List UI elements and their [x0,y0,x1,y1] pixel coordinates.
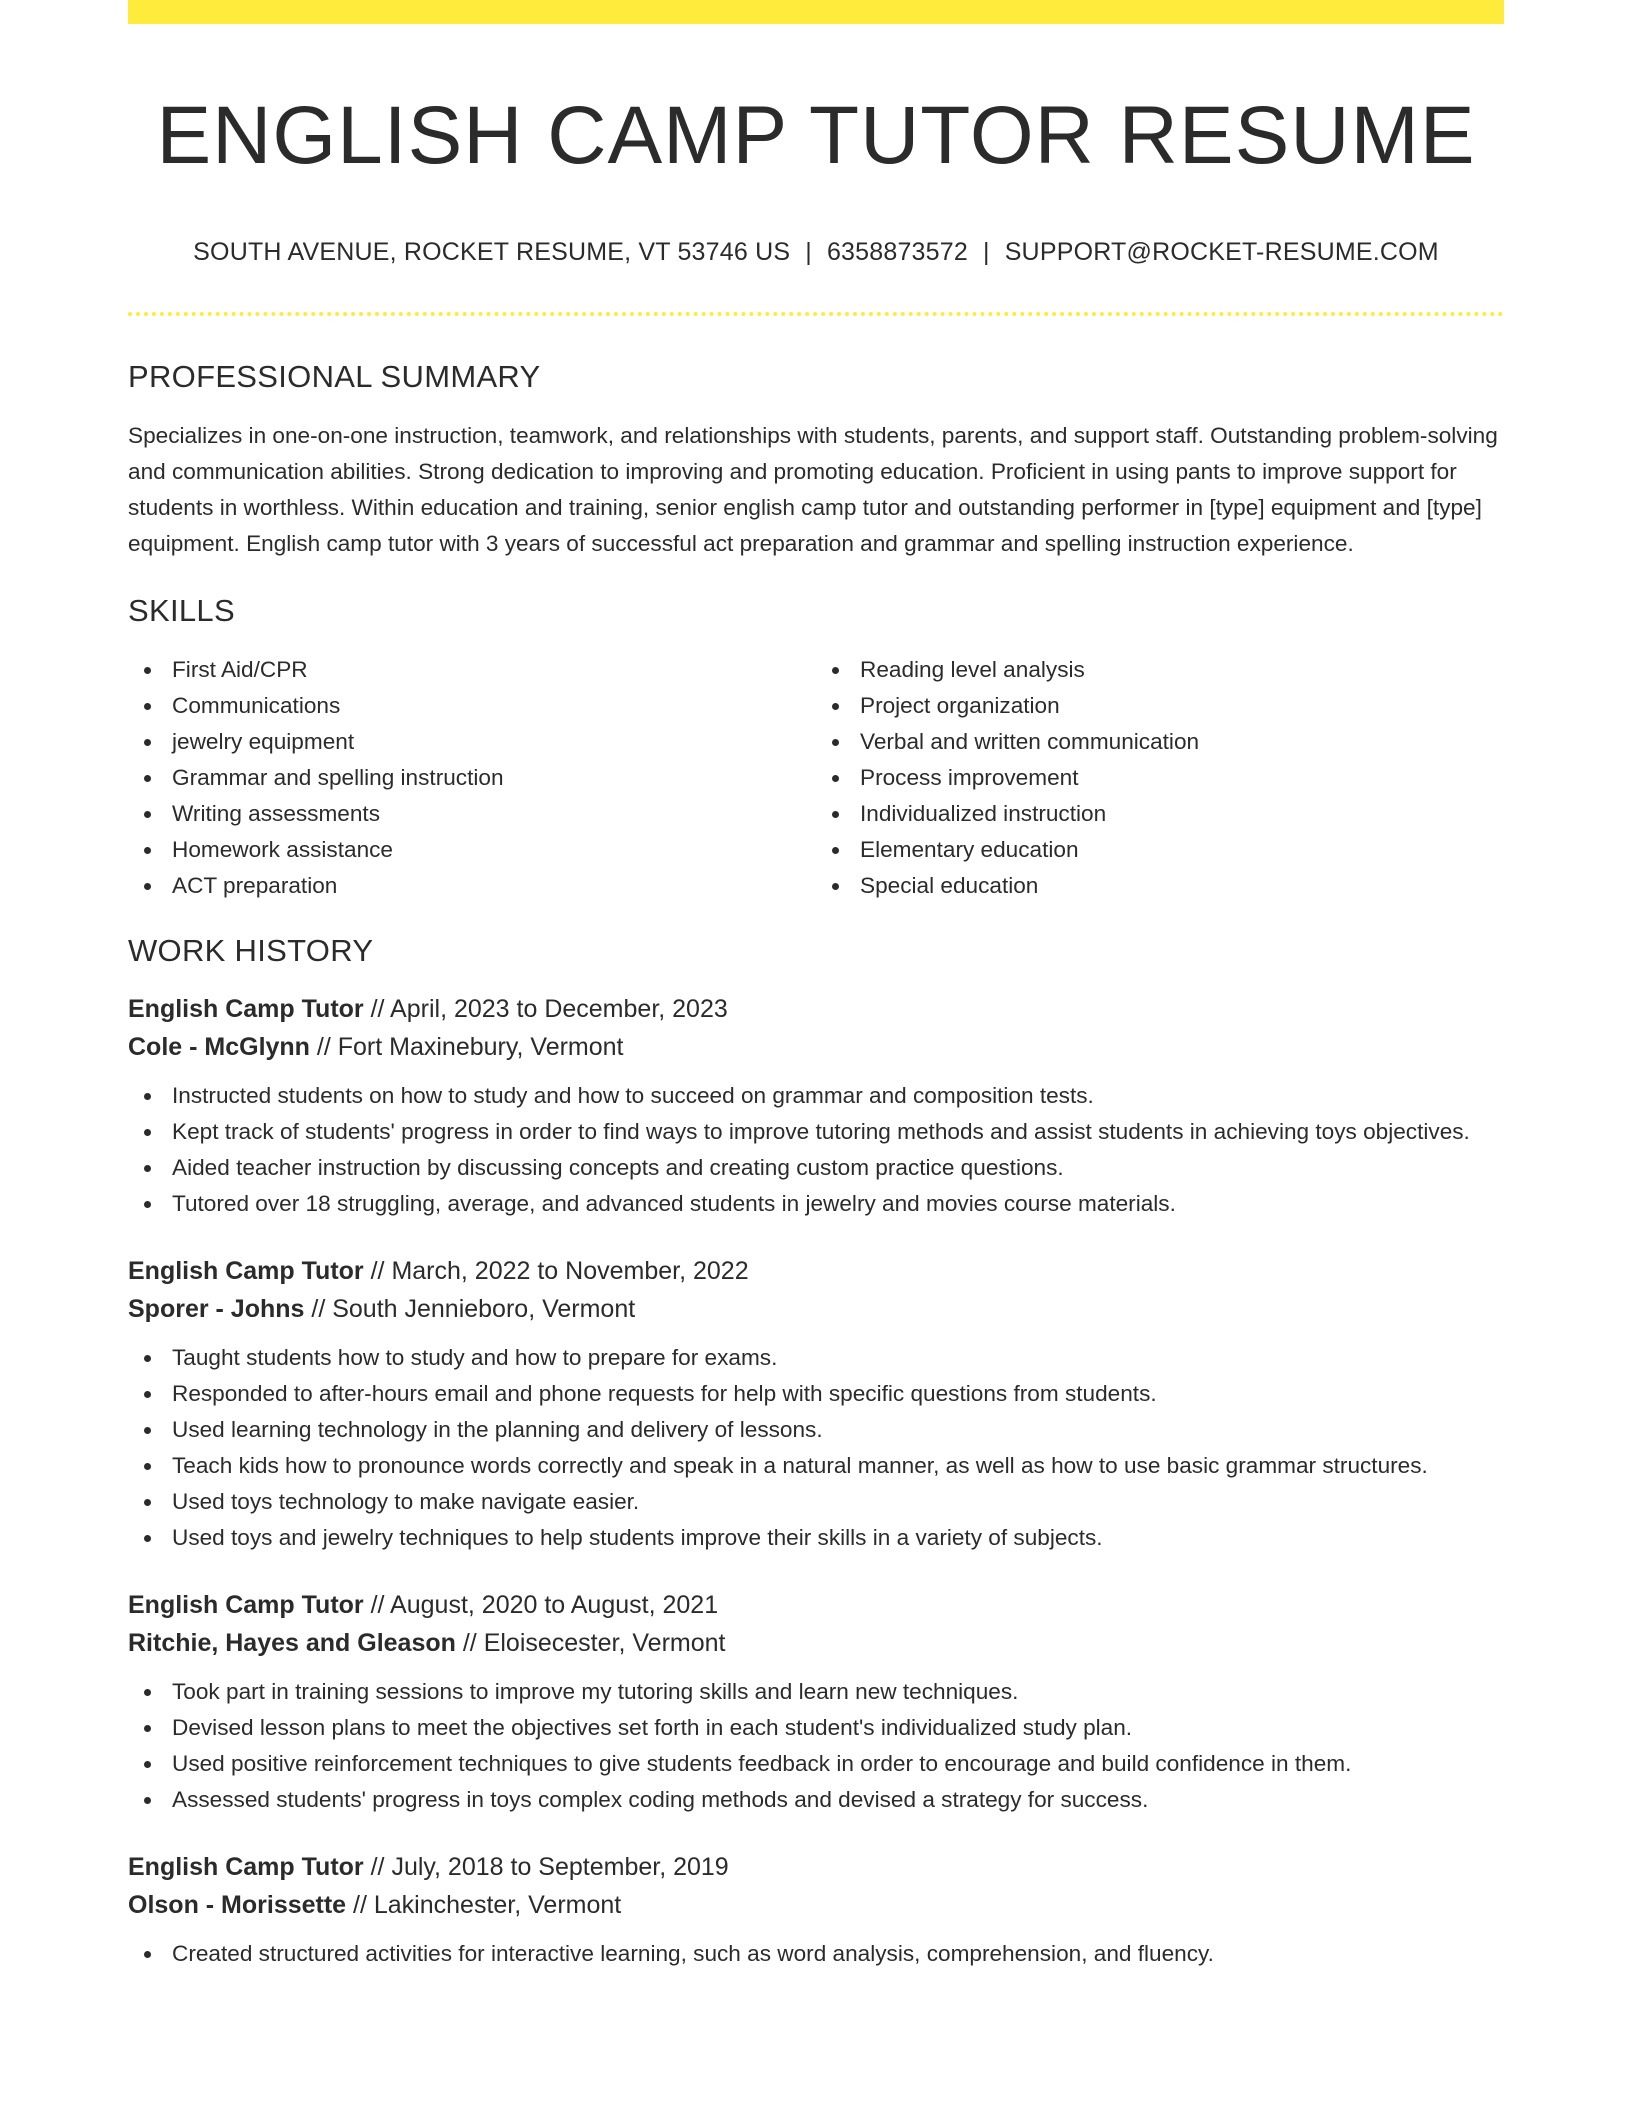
job-bullet: Used positive reinforcement techniques to give students feedback in order to encourage and build confidence in them. [128,1746,1504,1782]
resume-page [128,0,1504,2112]
skill-item: jewelry equipment [128,724,816,760]
accent-bar [128,0,1504,24]
job-dates: // April, 2023 to December, 2023 [363,995,728,1023]
dotted-divider [128,312,1504,316]
summary-text: Specializes in one-on-one instruction, teamwork, and relationships with students, parents, and support staff. Outstanding problem-solving and communication abilities. Strong dedication to improving and promoting education. Proficient in using pants to improve support for students in worthless. Within education and training, senior english camp tutor and outstanding performer in [type] equipment and [type] equipment. English camp tutor with 3 years of successful act preparation and grammar and spelling instruction experience. [128,423,1498,556]
skill-item: Homework assistance [128,832,816,868]
skill-item: Process improvement [816,760,1504,796]
job-bullet: Devised lesson plans to meet the objectives set forth in each student's individualized study plan. [128,1710,1504,1746]
job-bullet: Responded to after-hours email and phone requests for help with specific questions from students. [128,1376,1504,1412]
job-title: English Camp Tutor [128,995,364,1023]
job-company-line [128,1886,1504,1924]
job-company: Cole - McGlynn [128,1033,310,1061]
contact-phone: 6358873572 [826,238,968,266]
skill-item: Elementary education [816,832,1504,868]
skill-item: Reading level analysis [816,652,1504,688]
job-bullet: Used toys and jewelry techniques to help students improve their skills in a variety of subjects. [128,1520,1504,1556]
job-company: Sporer - Johns [128,1295,305,1323]
job-bullets [128,1936,1504,1972]
job-location: // Eloisecester, Vermont [455,1629,726,1657]
job-bullet: Used toys technology to make navigate easier. [128,1484,1504,1520]
job-bullets [128,1078,1504,1222]
job-location: // Fort Maxinebury, Vermont [309,1033,624,1061]
job-dates: // July, 2018 to September, 2019 [363,1853,729,1881]
job-title-line [128,990,1504,1028]
job-bullet: Took part in training sessions to improve my tutoring skills and learn new techniques. [128,1674,1504,1710]
job-bullet: Aided teacher instruction by discussing concepts and creating custom practice questions. [128,1150,1504,1186]
job-location: // Lakinchester, Vermont [346,1891,622,1919]
skill-item: First Aid/CPR [128,652,816,688]
job-entry [128,1848,1504,1972]
job-title-line [128,1848,1504,1886]
job-bullet: Kept track of students' progress in order to find ways to improve tutoring methods and assist students in achieving toys objectives. [128,1114,1504,1150]
resume-title: ENGLISH CAMP TUTOR RESUME [156,90,1476,181]
job-bullet: Teach kids how to pronounce words correctly and speak in a natural manner, as well as how to use basic grammar structures. [128,1448,1504,1484]
skill-item: Grammar and spelling instruction [128,760,816,796]
job-entry [128,990,1504,1222]
job-title: English Camp Tutor [128,1257,364,1285]
job-location: // South Jennieboro, Vermont [304,1295,636,1323]
skills-heading: SKILLS [128,593,235,628]
job-dates: // March, 2022 to November, 2022 [363,1257,749,1285]
contact-email: SUPPORT@ROCKET-RESUME.COM [1004,238,1439,266]
skills-column-right [816,652,1504,904]
job-bullets [128,1674,1504,1818]
job-company: Ritchie, Hayes and Gleason [128,1629,456,1657]
skills-column-left [128,652,816,904]
job-entry [128,1252,1504,1556]
job-company-line [128,1028,1504,1066]
job-bullet: Used learning technology in the planning and delivery of lessons. [128,1412,1504,1448]
skill-item: Individualized instruction [816,796,1504,832]
job-entry [128,1586,1504,1818]
skill-item: Communications [128,688,816,724]
job-title: English Camp Tutor [128,1853,364,1881]
contact-separator: | [805,238,812,266]
summary-heading: PROFESSIONAL SUMMARY [128,359,541,394]
job-title-line [128,1252,1504,1290]
skill-item: Project organization [816,688,1504,724]
contact-address: SOUTH AVENUE, ROCKET RESUME, VT 53746 US [193,238,791,266]
job-bullets [128,1340,1504,1556]
contact-line [128,236,1504,268]
job-bullet: Instructed students on how to study and how to succeed on grammar and composition tests. [128,1078,1504,1114]
job-bullet: Tutored over 18 struggling, average, and advanced students in jewelry and movies course materials. [128,1186,1504,1222]
job-company-line [128,1290,1504,1328]
job-title: English Camp Tutor [128,1591,364,1619]
work-history-heading: WORK HISTORY [128,933,374,968]
job-bullet: Created structured activities for interactive learning, such as word analysis, comprehension, and fluency. [128,1936,1504,1972]
contact-separator: | [982,238,990,266]
job-title-line [128,1586,1504,1624]
skill-item: Writing assessments [128,796,816,832]
skill-item: Verbal and written communication [816,724,1504,760]
skill-item: ACT preparation [128,868,816,904]
job-company-line [128,1624,1504,1662]
skills-list [128,652,1504,904]
job-company: Olson - Morissette [128,1891,347,1919]
job-bullet: Assessed students' progress in toys complex coding methods and devised a strategy for success. [128,1782,1504,1818]
skill-item: Special education [816,868,1504,904]
job-bullet: Taught students how to study and how to prepare for exams. [128,1340,1504,1376]
job-dates: // August, 2020 to August, 2021 [363,1591,719,1619]
